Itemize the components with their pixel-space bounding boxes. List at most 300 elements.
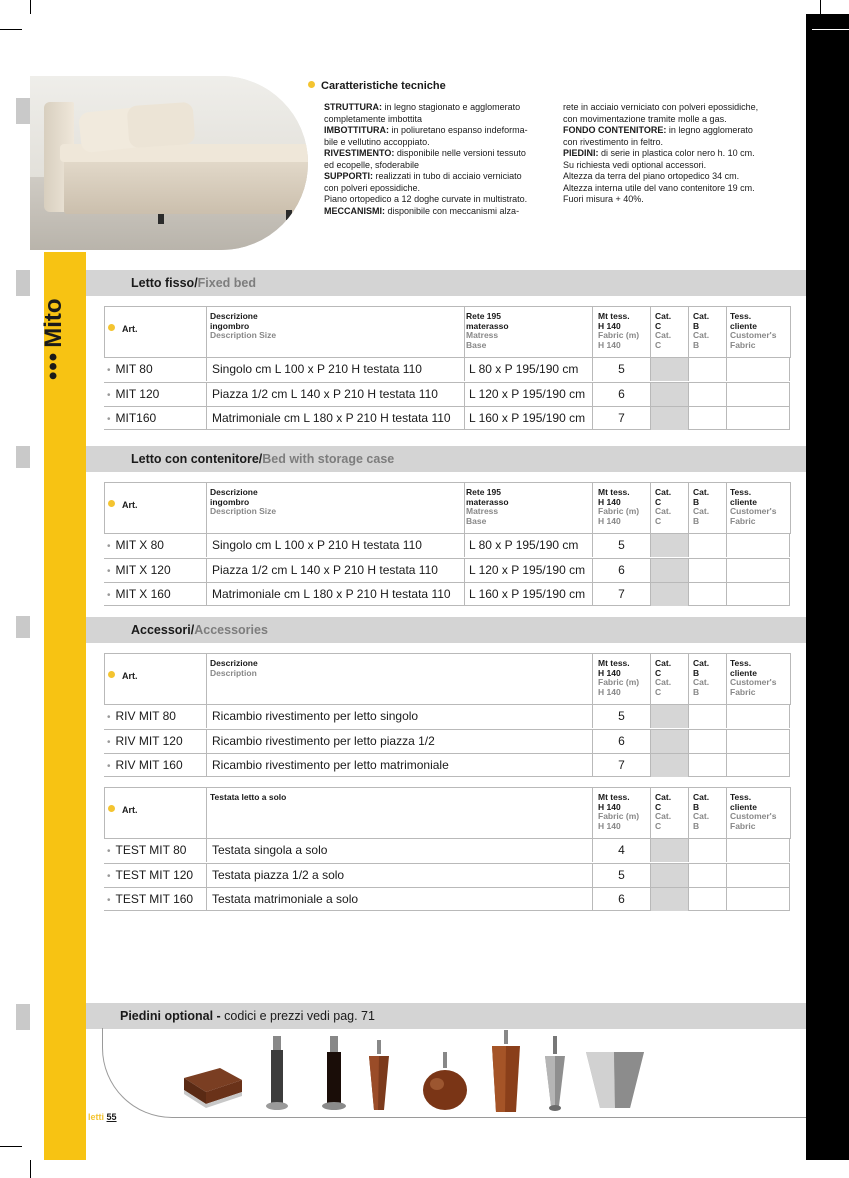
header-divider [104, 653, 105, 705]
header-catb-en: B [693, 820, 700, 831]
foot-block-icon [180, 1062, 246, 1110]
bullet-icon [108, 671, 115, 678]
header-rete-it: materasso [466, 496, 509, 507]
row-customer-fabric [726, 583, 790, 606]
spec-text: Piano ortopedico a 12 doghe curvate in multistrato. [324, 194, 528, 204]
header-divider [206, 787, 207, 839]
header-catc-it: Cat. [655, 658, 672, 668]
header-catb-en: B [693, 515, 700, 526]
row-cat-b [688, 730, 726, 753]
row-art: • RIV MIT 160 [104, 754, 206, 777]
row-desc: Testata matrimoniale a solo [206, 888, 592, 911]
row-cat-b [688, 407, 726, 430]
header-tess-en: Fabric [730, 515, 756, 526]
specs-right-column [563, 102, 795, 206]
spec-label: MECCANISMI: [324, 205, 385, 216]
header-catb [693, 659, 709, 697]
header-catc-en: Cat. [655, 330, 672, 340]
row-cat-b [688, 864, 726, 887]
header-mt-en: Fabric (m) [598, 677, 640, 687]
spec-text: Altezza da terra del piano ortopedico 34 cm. [563, 171, 740, 181]
header-divider [104, 787, 105, 839]
row-cat-b [688, 705, 726, 728]
header-divider [592, 482, 593, 534]
header-tess-it: cliente [730, 320, 757, 331]
row-customer-fabric [726, 730, 790, 753]
spec-label: IMBOTTITURA: [324, 125, 389, 135]
bed-leg [158, 214, 164, 224]
table-row [104, 704, 790, 728]
header-catc [655, 488, 671, 526]
specs-title-text: Caratteristiche tecniche [321, 80, 446, 92]
side-tab [16, 446, 30, 468]
header-catb-it: B [693, 320, 700, 331]
row-customer-fabric [726, 839, 790, 862]
spec-line [563, 148, 795, 160]
brand-name: Mito [40, 298, 67, 348]
row-art: • TEST MIT 80 [104, 839, 206, 862]
row-art: • MIT160 [104, 407, 206, 430]
foot-cylinder-black-icon [318, 1036, 350, 1112]
header-art-label: Art. [122, 805, 138, 815]
header-tess [730, 312, 776, 350]
spec-text: in legno stagionato e agglomerato [382, 102, 521, 112]
table-row [104, 753, 790, 777]
spec-text: Su richiesta vedi optional accessori. [563, 159, 707, 170]
header-mt [598, 488, 639, 526]
section-title-it: Letto fisso/ [131, 276, 198, 290]
header-art-label: Art. [122, 500, 138, 510]
header-divider [726, 482, 727, 534]
header-tess-it: cliente [730, 667, 757, 678]
spec-text: ed ecopelle, sfoderabile [324, 159, 420, 170]
header-catc-it: Cat. [655, 792, 672, 802]
spec-label: STRUTTURA: [324, 102, 382, 112]
header-divider [464, 482, 465, 534]
row-desc: Matrimoniale cm L 180 x P 210 H testata 110 [206, 407, 464, 430]
header-catb-it: Cat. [693, 792, 710, 802]
header-desc-it: Testata letto a solo [210, 792, 287, 802]
spec-text: con rivestimento in feltro. [563, 136, 664, 147]
header-desc-it: Descrizione [210, 658, 258, 668]
header-catb-it: Cat. [693, 658, 710, 668]
crop-mark [820, 0, 821, 14]
side-tab [16, 270, 30, 296]
section-title-en: Bed with storage case [262, 452, 395, 466]
spec-line [563, 160, 795, 172]
row-desc: Singolo cm L 100 x P 210 H testata 110 [206, 534, 464, 557]
row-art: • MIT X 80 [104, 534, 206, 557]
header-desc [210, 312, 276, 341]
header-mt-en: Fabric (m) [598, 330, 640, 340]
foot-bun-icon [420, 1052, 470, 1112]
row-cat-c [650, 839, 688, 862]
header-rete-en: Base [466, 515, 487, 526]
row-mt: 6 [592, 383, 650, 406]
header-mt-it: H 140 [598, 667, 621, 678]
header-catb-en: B [693, 686, 700, 697]
row-cat-c [650, 559, 688, 582]
header-catc-it: C [655, 320, 662, 331]
header-catc-it: C [655, 667, 662, 678]
bullet-icon [108, 324, 115, 331]
foot-square-wood-icon [488, 1030, 524, 1116]
row-customer-fabric [726, 407, 790, 430]
header-divider [592, 787, 593, 839]
spec-label: PIEDINI: [563, 148, 599, 158]
header-catb-it: Cat. [693, 487, 710, 497]
page-number [88, 1112, 117, 1122]
header-tess-it: cliente [730, 496, 757, 507]
row-art: • TEST MIT 160 [104, 888, 206, 911]
footer-section: letti [88, 1112, 105, 1122]
header-catc [655, 793, 671, 831]
header-divider [790, 653, 791, 705]
table-row [104, 863, 790, 887]
header-catc-en: Cat. [655, 677, 672, 687]
spec-text: Altezza interna utile del vano contenitore 19 cm. [563, 182, 755, 193]
header-mt-en: H 140 [598, 515, 621, 526]
spec-line [324, 206, 552, 218]
header-art-label: Art. [122, 671, 138, 681]
page-edge-strip [806, 14, 849, 1160]
row-art: • RIV MIT 80 [104, 705, 206, 728]
row-mt: 6 [592, 559, 650, 582]
header-mt-it: H 140 [598, 320, 621, 331]
header-tess-en: Customer's [730, 330, 777, 340]
header-tess [730, 659, 776, 697]
row-cat-b [688, 754, 726, 777]
header-tess-it: Tess. [730, 311, 752, 321]
spec-label: RIVESTIMENTO: [324, 148, 395, 158]
header-catc-it: C [655, 801, 662, 812]
crop-mark [0, 29, 22, 30]
spec-label: SUPPORTI: [324, 171, 374, 181]
table-row [104, 533, 790, 557]
header-catb [693, 488, 709, 526]
spec-text: con movimentazione tramite molle a gas. [563, 113, 727, 124]
spec-line [324, 102, 552, 114]
section-title-en: Accessories [194, 623, 268, 637]
spec-line [563, 183, 795, 195]
row-cat-c [650, 754, 688, 777]
brand-title [40, 298, 68, 380]
crop-mark [30, 1160, 31, 1178]
header-desc-it: Descrizione [210, 487, 258, 497]
foot-steel-wedge-icon [584, 1048, 646, 1112]
side-tab [16, 98, 30, 124]
header-catc-en: Cat. [655, 506, 672, 516]
section-bar-storage [86, 446, 806, 472]
row-rete: L 160 x P 195/190 cm [464, 407, 592, 430]
section-title-en: Fixed bed [197, 276, 257, 290]
header-mt-it: H 140 [598, 801, 621, 812]
crop-mark [820, 1160, 821, 1178]
header-catb-it: B [693, 801, 700, 812]
bullet-icon [308, 81, 315, 88]
row-cat-b [688, 583, 726, 606]
header-desc-en: Description [210, 667, 257, 678]
header-catb [693, 312, 709, 350]
header-catc-en: C [655, 686, 662, 697]
row-desc: Singolo cm L 100 x P 210 H testata 110 [206, 358, 464, 381]
row-desc: Ricambio rivestimento per letto singolo [206, 705, 592, 728]
row-art: • MIT X 120 [104, 559, 206, 582]
header-divider [650, 787, 651, 839]
header-catc-it: C [655, 496, 662, 507]
row-customer-fabric [726, 705, 790, 728]
row-cat-c [650, 383, 688, 406]
row-mt: 7 [592, 754, 650, 777]
header-tess-en: Customer's [730, 811, 777, 821]
header-tess-it: Tess. [730, 658, 752, 668]
header-tess-en: Customer's [730, 506, 777, 516]
header-rete-en: Matress [466, 506, 499, 516]
header-mt-en: Fabric (m) [598, 811, 640, 821]
spec-text: Fuori misura + 40%. [563, 194, 644, 204]
header-catb [693, 793, 709, 831]
header-divider [790, 306, 791, 358]
header-desc-en: Description Size [210, 330, 277, 340]
row-mt: 4 [592, 839, 650, 862]
table-row [104, 406, 790, 430]
row-desc: Testata piazza 1/2 a solo [206, 864, 592, 887]
row-cat-b [688, 383, 726, 406]
header-catb-en: B [693, 339, 700, 350]
header-mt-it: Mt tess. [598, 658, 630, 668]
header-mt-it: Mt tess. [598, 311, 630, 321]
header-catc [655, 659, 671, 697]
row-mt: 6 [592, 888, 650, 911]
header-mt-en: H 140 [598, 820, 621, 831]
row-art: • MIT X 160 [104, 583, 206, 606]
row-art: • MIT 80 [104, 358, 206, 381]
table-row [104, 729, 790, 753]
header-divider [726, 306, 727, 358]
header-art [108, 324, 138, 335]
bed-pillow [127, 102, 196, 149]
header-catc [655, 312, 671, 350]
spec-line [324, 171, 552, 183]
row-cat-b [688, 534, 726, 557]
product-photo [30, 76, 308, 250]
header-rete-it: materasso [466, 320, 509, 331]
foot-tapered-wood-icon [366, 1040, 392, 1112]
header-catb-en: Cat. [693, 506, 710, 516]
row-rete: L 120 x P 195/190 cm [464, 383, 592, 406]
header-divider [790, 787, 791, 839]
header-mt [598, 793, 639, 831]
row-rete: L 80 x P 195/190 cm [464, 358, 592, 381]
row-customer-fabric [726, 358, 790, 381]
spec-line [324, 114, 552, 126]
table-row [104, 357, 790, 381]
header-mt-en: Fabric (m) [598, 506, 640, 516]
header-tess-en: Fabric [730, 820, 756, 831]
header-desc [210, 659, 258, 678]
section-bar-accessories [86, 617, 806, 643]
row-art: • MIT 120 [104, 383, 206, 406]
header-divider [688, 653, 689, 705]
header-rete [466, 312, 509, 350]
header-catb-it: B [693, 496, 700, 507]
header-divider [650, 653, 651, 705]
header-catb-en: Cat. [693, 677, 710, 687]
spec-text: completamente imbottita [324, 113, 423, 124]
spec-line [563, 102, 795, 114]
row-art: • RIV MIT 120 [104, 730, 206, 753]
header-catc-it: Cat. [655, 311, 672, 321]
row-cat-c [650, 888, 688, 911]
table-row [104, 558, 790, 582]
header-catb-it: Cat. [693, 311, 710, 321]
brand-dots: ••• [40, 351, 67, 380]
header-tess-it: Tess. [730, 487, 752, 497]
header-mt-it: Mt tess. [598, 792, 630, 802]
header-tess [730, 488, 776, 526]
header-catb-it: B [693, 667, 700, 678]
spec-line [324, 160, 552, 172]
header-tess-en: Fabric [730, 686, 756, 697]
bed-leg [286, 210, 292, 220]
row-customer-fabric [726, 383, 790, 406]
bullet-icon [108, 500, 115, 507]
header-tess [730, 793, 776, 831]
header-rete-it: Rete 195 [466, 487, 501, 497]
header-tess-it: Tess. [730, 792, 752, 802]
header-art-label: Art. [122, 324, 138, 334]
header-art [108, 671, 138, 682]
spec-text: disponibile nelle versioni tessuto [394, 148, 526, 158]
header-desc-it: ingombro [210, 496, 250, 507]
foot-metal-spike-icon [540, 1036, 570, 1114]
row-cat-c [650, 534, 688, 557]
row-cat-c [650, 705, 688, 728]
foot-cylinder-metal-icon [262, 1036, 292, 1112]
row-mt: 5 [592, 534, 650, 557]
specs-title [308, 80, 446, 92]
row-desc: Testata singola a solo [206, 839, 592, 862]
header-catb-en: Cat. [693, 811, 710, 821]
row-desc: Matrimoniale cm L 180 x P 210 H testata 110 [206, 583, 464, 606]
bed-base [64, 154, 308, 214]
row-cat-b [688, 839, 726, 862]
row-desc: Piazza 1/2 cm L 140 x P 210 H testata 110 [206, 383, 464, 406]
header-art [108, 805, 138, 816]
header-catc-en: C [655, 820, 662, 831]
header-divider [726, 787, 727, 839]
brand-strip [44, 252, 86, 1160]
header-tess-it: cliente [730, 801, 757, 812]
header-tess-en: Fabric [730, 339, 756, 350]
spec-line [324, 137, 552, 149]
row-desc: Piazza 1/2 cm L 140 x P 210 H testata 110 [206, 559, 464, 582]
row-desc: Ricambio rivestimento per letto matrimoniale [206, 754, 592, 777]
spec-text: con polveri epossidiche. [324, 182, 421, 193]
header-divider [206, 306, 207, 358]
header-catc-en: C [655, 339, 662, 350]
header-divider [104, 306, 105, 358]
header-rete-it: Rete 195 [466, 311, 501, 321]
header-catb-en: Cat. [693, 330, 710, 340]
spec-text: disponibile con meccanismi alza- [385, 205, 520, 216]
spec-line [563, 171, 795, 183]
table-row [104, 887, 790, 911]
row-rete: L 80 x P 195/190 cm [464, 534, 592, 557]
spec-line [324, 194, 552, 206]
row-customer-fabric [726, 534, 790, 557]
header-mt-it: Mt tess. [598, 487, 630, 497]
header-catc-it: Cat. [655, 487, 672, 497]
spec-label: FONDO CONTENITORE: [563, 125, 667, 135]
spec-line [563, 114, 795, 126]
side-tab [16, 1004, 30, 1030]
spec-line [324, 148, 552, 160]
row-rete: L 160 x P 195/190 cm [464, 583, 592, 606]
row-cat-b [688, 559, 726, 582]
section-title-it: Accessori/ [131, 623, 195, 637]
section-title-it: Piedini optional - [120, 1009, 225, 1023]
header-rete [466, 488, 509, 526]
section-bar-feet [86, 1003, 806, 1029]
footer-page: 55 [106, 1112, 117, 1122]
spec-line [324, 125, 552, 137]
header-divider [104, 482, 105, 534]
side-tab [16, 616, 30, 638]
row-mt: 5 [592, 705, 650, 728]
header-divider [206, 482, 207, 534]
spec-text: in poliuretano espanso indeforma- [389, 125, 528, 135]
header-rete-en: Matress [466, 330, 499, 340]
header-rete-en: Base [466, 339, 487, 350]
row-mt: 5 [592, 864, 650, 887]
spec-line [563, 194, 795, 206]
row-mt: 7 [592, 583, 650, 606]
header-catc-en: C [655, 515, 662, 526]
spec-text: di serie in plastica color nero h. 10 cm. [598, 148, 755, 158]
header-divider [790, 482, 791, 534]
header-art [108, 500, 138, 511]
row-customer-fabric [726, 888, 790, 911]
crop-mark [812, 29, 849, 30]
row-cat-c [650, 864, 688, 887]
section-note: codici e prezzi vedi pag. 71 [224, 1009, 375, 1023]
row-cat-c [650, 583, 688, 606]
header-divider [726, 653, 727, 705]
header-divider [592, 653, 593, 705]
spec-line [563, 137, 795, 149]
header-mt [598, 312, 639, 350]
row-mt: 5 [592, 358, 650, 381]
row-customer-fabric [726, 864, 790, 887]
row-cat-b [688, 888, 726, 911]
header-desc-it: ingombro [210, 320, 250, 331]
spec-line [563, 125, 795, 137]
header-catc-en: Cat. [655, 811, 672, 821]
bullet-icon [108, 805, 115, 812]
header-desc-en: Description Size [210, 506, 277, 516]
header-mt-en: H 140 [598, 339, 621, 350]
row-cat-c [650, 730, 688, 753]
header-desc [210, 488, 276, 517]
table-row [104, 382, 790, 406]
crop-mark [0, 1146, 22, 1147]
header-mt-it: H 140 [598, 496, 621, 507]
header-desc [210, 793, 286, 803]
header-divider [464, 306, 465, 358]
header-desc-it: Descrizione [210, 311, 258, 321]
header-divider [206, 653, 207, 705]
